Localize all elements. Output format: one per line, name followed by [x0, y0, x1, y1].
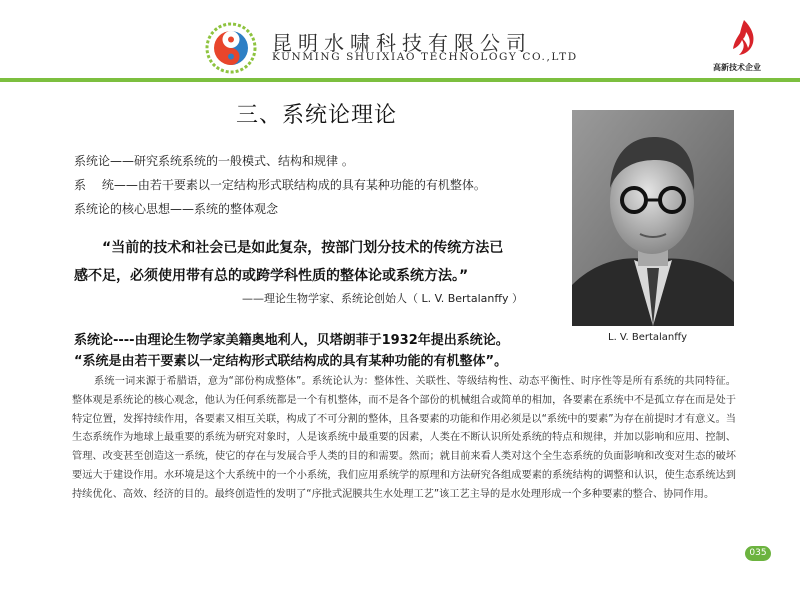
- photo-caption: L. V. Bertalanffy: [608, 332, 688, 343]
- definition-core-idea: 系统论的核心思想——系统的整体观念: [74, 202, 279, 216]
- quote-line-1: “当前的技术和社会已是如此复杂，按部门划分技术的传统方法已: [102, 240, 504, 256]
- company-name-en: KUNMING SHUIXIAO TECHNOLOGY CO.,LTD: [272, 51, 578, 63]
- quote-line-2: 感不足，必须使用带有总的或跨学科性质的整体论或系统方法。”: [74, 268, 469, 284]
- page-title: 三、系统论理论: [236, 103, 398, 128]
- portrait-photo: [572, 110, 734, 326]
- intro-line-2: “系统是由若干要素以一定结构形式联结构成的具有某种功能的有机整体”。: [74, 354, 508, 369]
- hitech-enterprise-label: 高新技术企业: [713, 63, 761, 72]
- intro-line-1: 系统论----由理论生物学家美籍奥地利人，贝塔朗菲于1932年提出系统论。: [74, 333, 509, 348]
- definition-system-theory: 系统论——研究系统系统的一般模式、结构和规律 。: [74, 154, 354, 168]
- definition-system: 系 统——由若干要素以一定结构形式联结构成的具有某种功能的有机整体。: [74, 178, 486, 192]
- company-name-cn: 昆明水啸科技有限公司: [272, 31, 532, 55]
- header-divider: [0, 78, 800, 82]
- company-logo-icon: [205, 22, 257, 74]
- hitech-enterprise-icon: [724, 18, 764, 58]
- quote-text: [74, 234, 554, 290]
- quote-attribution: ——理论生物学家、系统论创始人（ L. V. Bertalanffy ）: [242, 292, 523, 305]
- page-number-badge: 035: [745, 546, 771, 561]
- body-paragraph: 系统一词来源于希腊语，意为“部份构成整体”。系统论认为：整体性、关联性、等级结构性、动态平衡性、时序性等是所有系统的共同特征。整体观是系统论的核心观念，他认为任何系统都是一个有机整体，而不是各个部份的机械组合或简单的相加，各要素在系统中不是孤立存在而是处于特定位置，发挥持续作用，各要素又相互关联，构成了不可分割的整体，且各要素的功能和作用必须是以“系统中的要素”为存在前提时才有意义。当生态系统作为地球上最重要的系统为研究对象时，人是该系统中最重要的因素，人类在不断认识所处系统的特点和规律，并加以影响和应用、控制、管理、改变甚至创造这一系统，使它的存在与发展合乎人类的目的和需要。然而；就目前来看人类对这个全生态系统的负面影响和改变对生态的破坏要远大于建设作用。水环境是这个大系统中的一个小系统，我们应用系统学的原理和方法研究各组成要素的系统结构的调整和认识，使生态系统达到持续优化、高效、经济的目的。最终创造性的发明了“序批式泥膜共生水处理工艺”该工艺主导的是水处理形成一个多种要素的整合、协同作用。: [72, 376, 736, 500]
- page-header: [0, 0, 800, 82]
